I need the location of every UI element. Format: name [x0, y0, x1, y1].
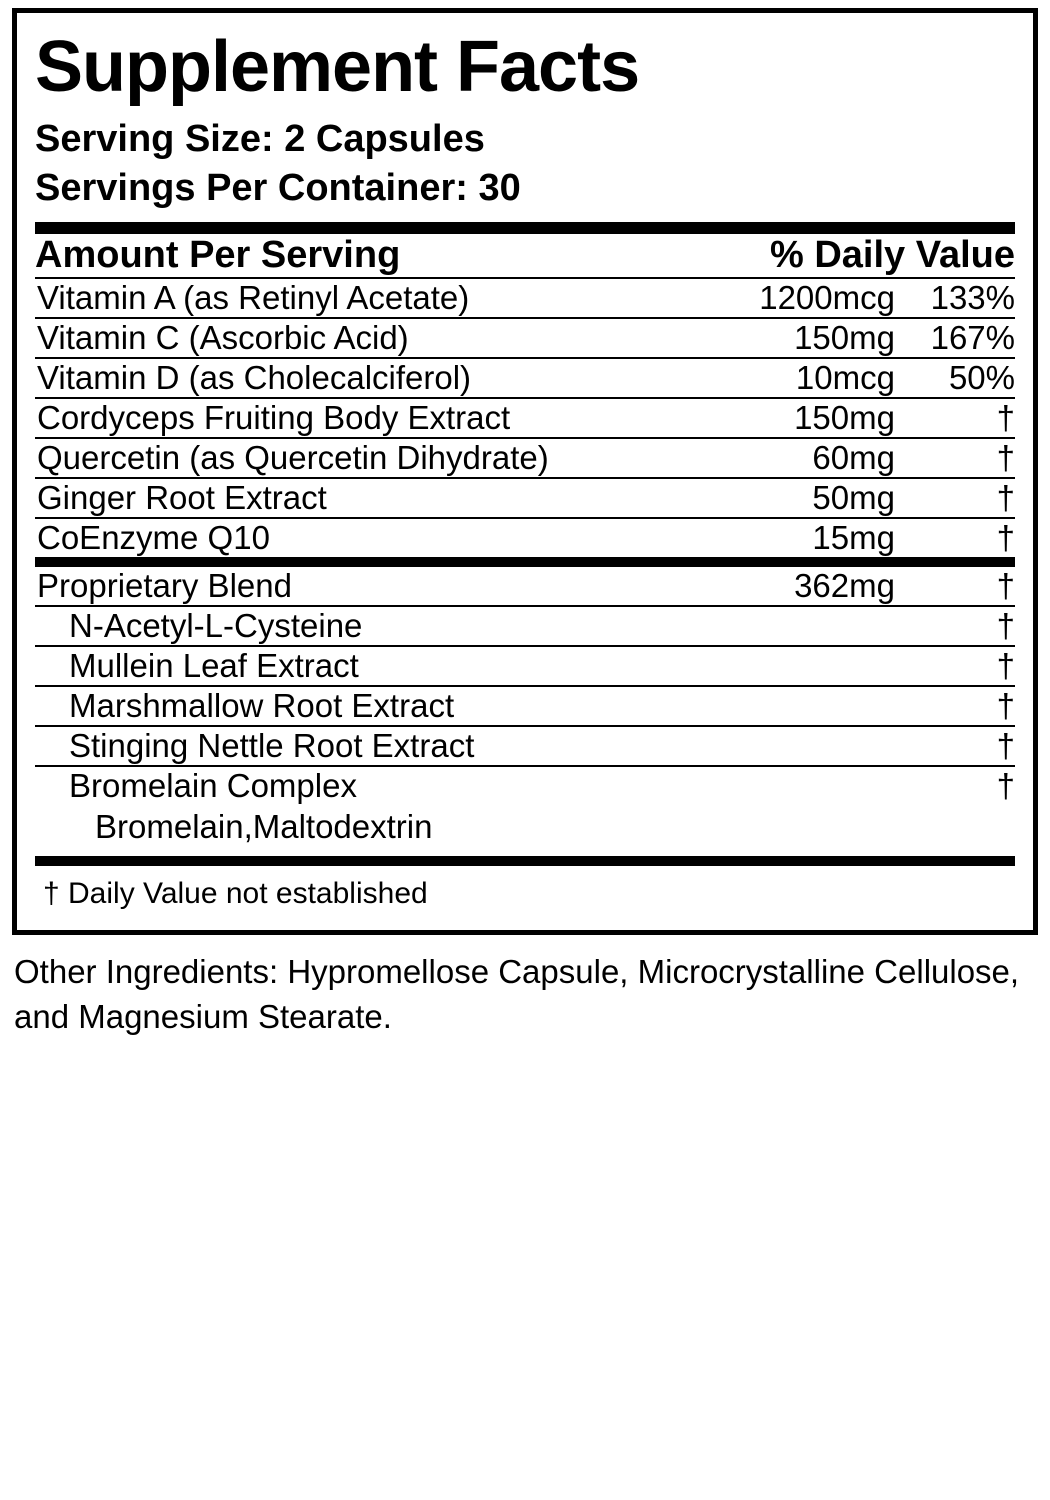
table-row: [35, 398, 1015, 438]
nutrient-name: Ginger Root Extract: [35, 478, 685, 518]
nutrient-dv: 167%: [895, 318, 1015, 358]
table-row: [35, 766, 1015, 850]
daily-value-footnote: † Daily Value not established: [43, 876, 428, 910]
nutrient-amount: 10mcg: [685, 358, 895, 398]
nutrient-name: Vitamin D (as Cholecalciferol): [35, 358, 685, 398]
nutrient-name: CoEnzyme Q10: [35, 518, 685, 562]
servings-per-container: Servings Per Container: 30: [35, 166, 521, 209]
nutrient-amount: 15mg: [685, 518, 895, 562]
serving-size: Serving Size: 2 Capsules: [35, 118, 485, 160]
table-row: [35, 567, 1015, 606]
blend-dv: †: [996, 567, 1015, 605]
table-row: [35, 358, 1015, 398]
nutrition-table: [35, 234, 1015, 850]
facts-panel: [12, 8, 1038, 935]
nutrient-name: Vitamin A (as Retinyl Acetate): [35, 278, 685, 318]
table-row: [35, 438, 1015, 478]
nutrient-amount: 1200mcg: [685, 278, 895, 318]
table-row: [35, 478, 1015, 518]
blend-item-name: Stinging Nettle Root Extract: [35, 726, 685, 766]
nutrient-dv: †: [895, 518, 1015, 562]
blend-item-name: N-Acetyl-L-Cysteine: [35, 606, 685, 646]
blend-item-dv: †: [895, 766, 1015, 850]
header-daily-value: % Daily Value: [769, 234, 1015, 277]
blend-amount: 362mg: [794, 567, 895, 605]
nutrient-amount: 50mg: [685, 478, 895, 518]
divider-thick-bottom: [35, 856, 1015, 866]
nutrient-dv: †: [895, 398, 1015, 438]
blend-item-dv: †: [895, 686, 1015, 726]
nutrient-name: Cordyceps Fruiting Body Extract: [35, 398, 685, 438]
blend-item-amount: [685, 606, 895, 646]
blend-item-dv: †: [895, 606, 1015, 646]
table-row: [35, 726, 1015, 766]
nutrient-name: Vitamin C (Ascorbic Acid): [35, 318, 685, 358]
blend-item-amount: [685, 726, 895, 766]
blend-item-name: Mullein Leaf Extract: [35, 646, 685, 686]
blend-item-amount: [685, 686, 895, 726]
table-row: [35, 646, 1015, 686]
blend-item-dv: †: [895, 726, 1015, 766]
nutrient-dv: 133%: [895, 278, 1015, 318]
nutrient-dv: †: [895, 438, 1015, 478]
other-ingredients: Other Ingredients: Hypromellose Capsule, Microcrystalline Cellulose, and Magnesium Stearate.: [14, 952, 1020, 1036]
table-row: [35, 318, 1015, 358]
blend-item-name: Marshmallow Root Extract: [35, 686, 685, 726]
blend-item-dv: †: [895, 646, 1015, 686]
divider-thick-top: [35, 222, 1015, 234]
header-amount-per-serving: Amount Per Serving: [35, 234, 401, 277]
table-row: [35, 278, 1015, 318]
blend-item-cell: [35, 766, 685, 850]
blend-item-subtext: Bromelain,Maltodextrin: [95, 808, 433, 846]
table-header-row: [35, 234, 1015, 278]
nutrient-amount: 60mg: [685, 438, 895, 478]
blend-item-amount: [685, 766, 895, 850]
table-row: [35, 518, 1015, 562]
nutrient-amount: 150mg: [685, 318, 895, 358]
blend-item-amount: [685, 646, 895, 686]
blend-name: Proprietary Blend: [37, 567, 292, 605]
table-row: [35, 606, 1015, 646]
page-title: Supplement Facts: [35, 27, 640, 107]
nutrient-dv: 50%: [895, 358, 1015, 398]
blend-item-name: Bromelain Complex: [69, 767, 357, 805]
nutrient-amount: 150mg: [685, 398, 895, 438]
nutrient-dv: †: [895, 478, 1015, 518]
table-row: [35, 686, 1015, 726]
nutrient-name: Quercetin (as Quercetin Dihydrate): [35, 438, 685, 478]
